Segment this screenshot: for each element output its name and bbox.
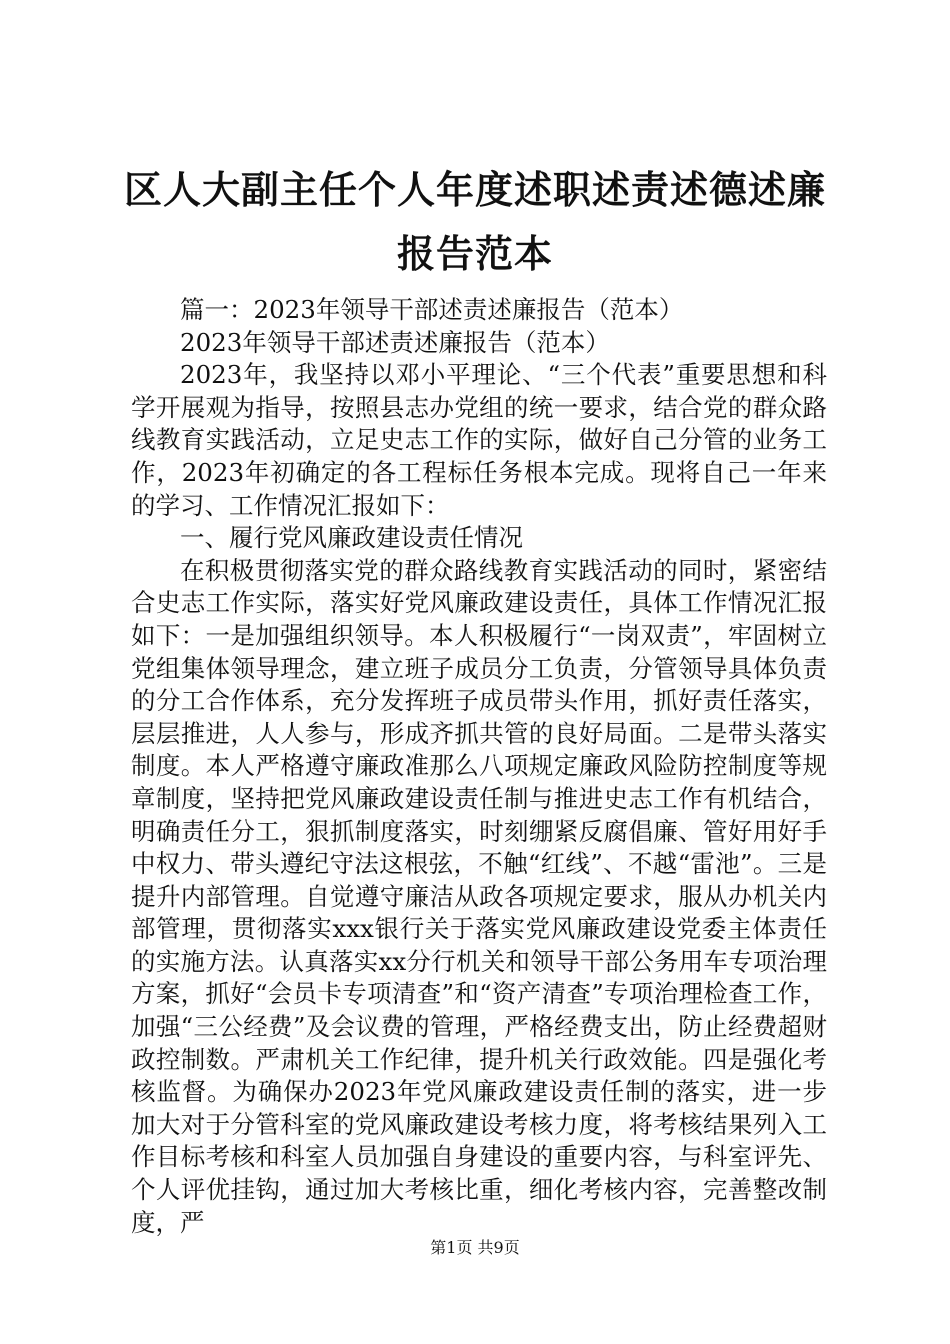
- paragraph-section-heading: 篇一：2023年领导干部述责述廉报告（范本）: [180, 295, 684, 324]
- page-footer: 第1页 共9页: [430, 1238, 520, 1257]
- document-body: [131, 294, 827, 1239]
- paragraph-main: 在积极贯彻落实党的群众路线教育实践活动的同时，紧密结合史志工作实际，落实好党风廉政建设责任，具体工作情况汇报如下：一是加强组织领导。本人积极履行“一岗双责”，牢固树立党组集体领导理念，建立班子成员分工负责，分管领导具体负责的分工合作体系，充分发挥班子成员带头作用，抓好责任落实，层层推进，人人参与，形成齐抓共管的良好局面。二是带头落实制度。本人严格遵守廉政准那么八项规定廉政风险防控制度等规章制度，坚持把党风廉政建设责任制与推进史志工作有机结合，明确责任分工，狠抓制度落实，时刻绷紧反腐倡廉、管好用好手中权力、带头遵纪守法这根弦，不触“红线”、不越“雷池”。三是提升内部管理。自觉遵守廉洁从政各项规定要求，服从办机关内部管理，贯彻落实xxx银行关于落实党风廉政建设党委主体责任的实施方法。认真落实xx分行机关和领导干部公务用车专项治理方案，抓好“会员卡专项清查”和“资产清查”专项治理检查工作，加强“三公经费”及会议费的管理，严格经费支出，防止经费超财政控制数。严肃机关工作纪律，提升机关行政效能。四是强化考核监督。为确保办2023年党风廉政建设责任制的落实，进一步加大对于分管科室的党风廉政建设考核力度，将考核结果列入工作目标考核和科室人员加强自身建设的重要内容，与科室评先、个人评优挂钩，通过加大考核比重，细化考核内容，完善整改制度，严: [131, 555, 827, 1237]
- paragraph-intro: 2023年，我坚持以邓小平理论、“三个代表”重要思想和科学开展观为指导，按照县志办党组的统一要求，结合党的群众路线教育实践活动，立足史志工作的实际，做好自己分管的业务工作，2023年初确定的各工程标任务根本完成。现将自己一年来的学习、工作情况汇报如下：: [131, 360, 827, 520]
- paragraph-subtitle: 2023年领导干部述责述廉报告（范本）: [180, 327, 610, 357]
- paragraph-heading-one: 一、履行党风廉政建设责任情况: [180, 523, 523, 553]
- document-title: 区人大副主任个人年度述职述责述德述廉报告范本: [123, 167, 826, 276]
